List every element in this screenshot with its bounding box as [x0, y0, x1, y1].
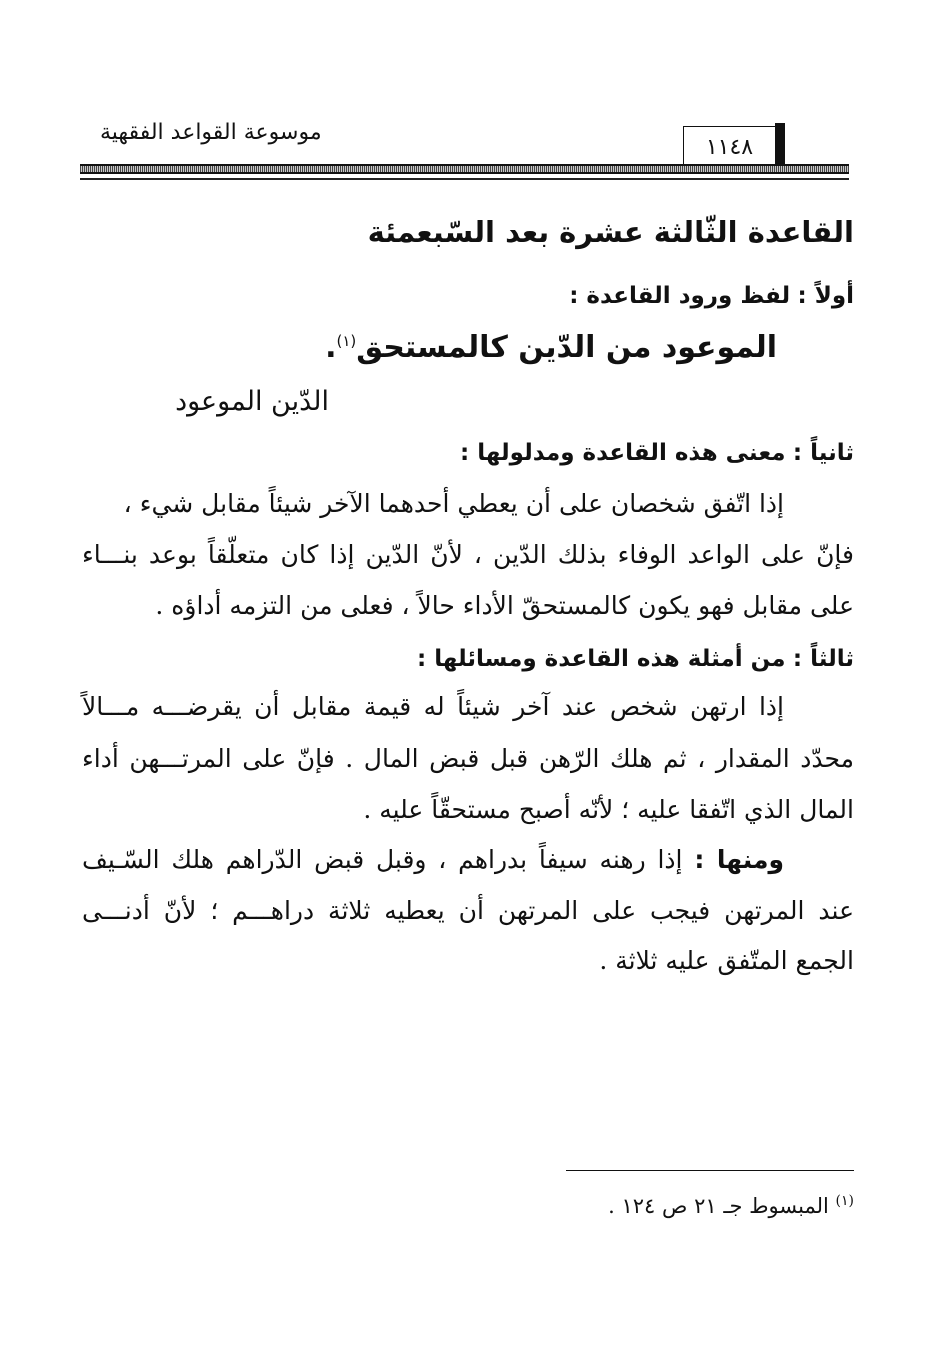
paragraph-2-line-1: إذا ارتهن شخص عند آخر شيئاً له قيمة مقابل أن يقرضـــه مـــالاً: [82, 692, 784, 721]
section-3-label: ثالثاً :: [792, 646, 854, 672]
rule-text-end: .: [325, 330, 337, 365]
paragraph-3-label: ومنها :: [694, 845, 784, 874]
paragraph-1-line-2: فإنّ على الواعد الوفاء بذلك الدّين ، لأنّ الدّين إذا كان متعلّقاً بوعد بنـــاء: [82, 540, 854, 569]
paragraph-3-line-1: [82, 845, 784, 874]
paragraph-2-line-2: محدّد المقدار ، ثم هلك الرّهن قبل قبض المال . فإنّ على المرتـــهن أداء: [82, 744, 854, 773]
footnote: [608, 1193, 854, 1218]
section-2-label: ثانياً :: [792, 440, 854, 466]
section-3-heading: [417, 646, 854, 672]
footnote-rule: [566, 1170, 854, 1171]
paragraph-1-line-3: على مقابل فهو يكون كالمستحقّ الأداء حالاً ، فعلى من التزمه أداؤه .: [155, 591, 854, 620]
paragraph-2-line-3: المال الذي اتّفقا عليه ؛ لأنّه أصبح مستحقّاً عليه .: [363, 795, 854, 824]
section-1-label: أولاً :: [797, 283, 854, 309]
page-number: ١١٤٨: [683, 126, 775, 166]
footnote-reference: (١): [336, 332, 357, 350]
footnote-mark: (١): [835, 1193, 854, 1209]
footnote-text: المبسوط جـ ٢١ ص ١٢٤ .: [608, 1194, 829, 1218]
header-rule: [80, 164, 849, 174]
paragraph-3-line-3: الجمع المتّفق عليه ثلاثة .: [599, 946, 854, 975]
paragraph-1-line-1: إذا اتّفق شخصان على أن يعطي أحدهما الآخر شيئاً مقابل شيء ،: [123, 489, 784, 518]
paragraph-3-line-2: عند المرتهن فيجب على المرتهن أن يعطيه ثلاثة دراهـــم ؛ لأنّ أدنـــى: [82, 896, 854, 925]
section-1-text: لفظ ورود القاعدة :: [569, 283, 791, 309]
paragraph-3-line-1-text: إذا رهنه سيفاً بدراهم ، وقبل قبض الدّراهم هلك السّـيف: [82, 845, 683, 874]
rule-text-body: الموعود من الدّين كالمستحق: [356, 330, 777, 365]
header-rule-thin: [80, 178, 849, 180]
section-3-text: من أمثلة هذه القاعدة ومسائلها :: [417, 646, 786, 672]
section-2-text: معنى هذه القاعدة ومدلولها :: [460, 440, 786, 466]
section-1-heading: [569, 283, 854, 309]
running-title: موسوعة القواعد الفقهية: [100, 120, 322, 145]
main-heading: القاعدة الثّالثة عشرة بعد السّبعمئة: [367, 215, 854, 249]
subtitle: الدّين الموعود: [175, 386, 329, 417]
section-2-heading: [460, 440, 854, 466]
rule-text: [325, 330, 777, 365]
